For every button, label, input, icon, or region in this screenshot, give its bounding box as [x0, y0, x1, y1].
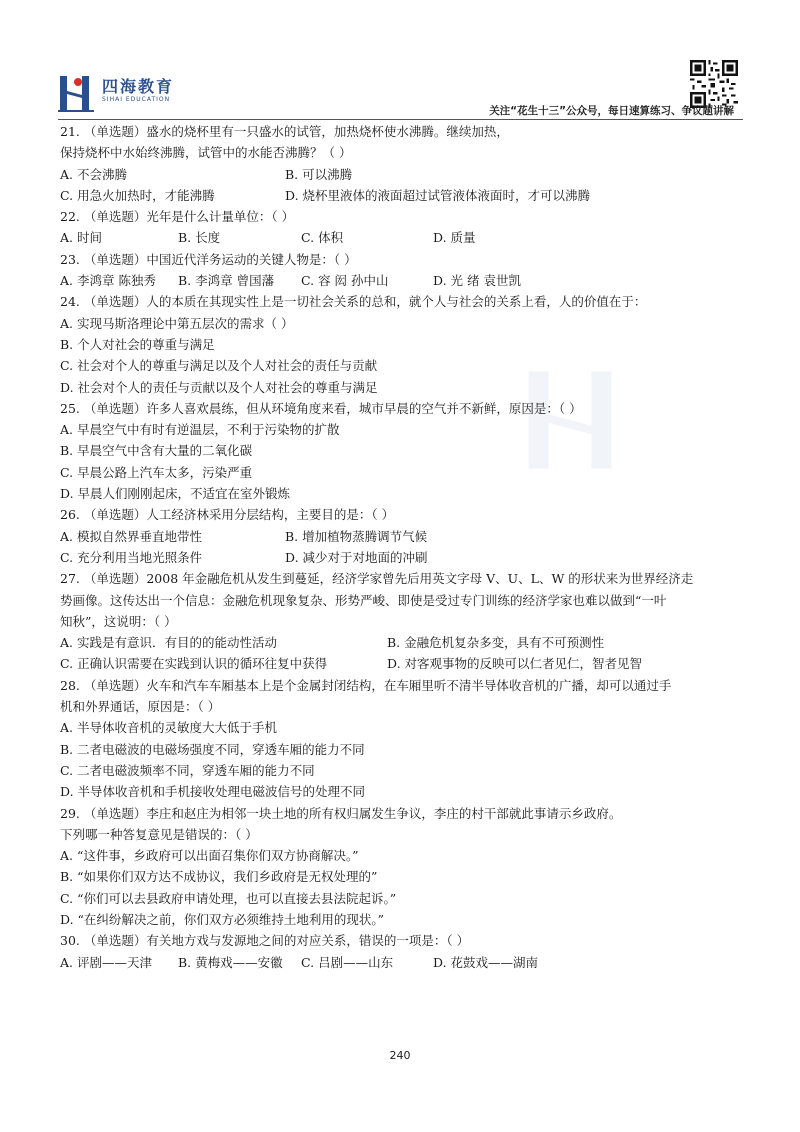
option-row — [60, 334, 750, 355]
option-row — [60, 440, 750, 461]
question-stem: 知秋”，这说明：（ ） — [60, 613, 177, 629]
logo-mark-icon — [58, 72, 98, 114]
option: D. 烧杯里液体的液面超过试管液体液面时，才可以沸腾 — [285, 187, 591, 203]
header-note: 关注“花生十三”公众号，每日速算练习、争议题讲解 — [489, 105, 734, 117]
option: A. 评剧——天津 — [60, 954, 152, 970]
option-row — [60, 866, 750, 887]
option-row — [60, 313, 750, 334]
option: B. 早晨空气中含有大量的二氧化碳 — [60, 443, 253, 459]
question — [60, 398, 750, 504]
option: D. 光 绪 袁世凯 — [433, 273, 521, 289]
question-stem: 下列哪一种答复意见是错误的：（ ） — [60, 826, 258, 842]
option-row — [60, 653, 750, 674]
option: C. 二者电磁波频率不同，穿透车厢的能力不同 — [60, 762, 315, 778]
question-stem: 机和外界通话，原因是：（ ） — [60, 699, 221, 715]
option: B. “如果你们双方达不成协议，我们乡政府是无权处理的” — [60, 869, 378, 885]
option: A. 半导体收音机的灵敏度大大低于手机 — [60, 720, 277, 736]
option: A. 模拟自然界垂直地带性 — [60, 528, 202, 544]
option-row — [60, 717, 750, 738]
option: A. 实践是有意识．有目的的能动性活动 — [60, 635, 277, 651]
option: B. 可以沸腾 — [285, 166, 353, 182]
logo-text: 四海教育 — [102, 77, 175, 96]
option: D. 对客观事物的反映可以仁者见仁，智者见智 — [387, 656, 643, 672]
question-stem: 势画像。这传达出一个信息：金融危机现象复杂、形势严峻、即使是受过专门训练的经济学家也难以做到“一叶 — [60, 592, 667, 608]
question — [60, 249, 750, 292]
option-row — [60, 462, 750, 483]
option-row — [60, 845, 750, 866]
option: C. 体积 — [301, 230, 344, 246]
option-row — [60, 227, 750, 248]
option-row — [60, 483, 750, 504]
qr-code-icon — [690, 60, 738, 108]
option-row — [60, 164, 750, 185]
option: A. 实现马斯洛理论中第五层次的需求（ ） — [60, 315, 294, 331]
question-stem: 25. （单选题）许多人喜欢晨练，但从环境角度来看，城市早晨的空气并不新鲜，原因是：（ ） — [60, 400, 582, 416]
option-row — [60, 888, 750, 909]
option: A. 不会沸腾 — [60, 166, 127, 182]
question — [60, 291, 750, 397]
question-stem: 24. （单选题）人的本质在其现实性上是一切社会关系的总和，就个人与社会的关系上看，人的价值在于： — [60, 294, 647, 310]
option-row — [60, 547, 750, 568]
option: A. 李鸿章 陈独秀 — [60, 273, 156, 289]
option: B. 黄梅戏——安徽 — [178, 954, 283, 970]
option: B. 李鸿章 曾国藩 — [178, 273, 275, 289]
question — [60, 568, 750, 674]
option-row — [60, 270, 750, 291]
option: C. 社会对个人的尊重与满足以及个人对社会的责任与贡献 — [60, 358, 378, 374]
question-stem: 23. （单选题）中国近代洋务运动的关键人物是：（ ） — [60, 251, 357, 267]
option: D. 早晨人们刚刚起床，不适宜在室外锻炼 — [60, 486, 291, 502]
option-row — [60, 355, 750, 376]
option: D. 质量 — [433, 230, 476, 246]
question-list — [60, 121, 750, 973]
option-row — [60, 781, 750, 802]
option: A. “这件事，乡政府可以出面召集你们双方协商解决。” — [60, 848, 359, 864]
page-number: 240 — [389, 1049, 411, 1062]
logo-subtitle: SIHAI EDUCATION — [102, 96, 171, 103]
option: C. 容 闳 孙中山 — [301, 273, 389, 289]
question — [60, 803, 750, 931]
option-row — [60, 739, 750, 760]
question-stem: 27. （单选题）2008 年金融危机从发生到蔓延，经济学家曾先后用英文字母 V、U、L、W 的形状来为世界经济走 — [60, 571, 694, 587]
logo — [58, 72, 176, 114]
question-stem: 29. （单选题）李庄和赵庄为相邻一块土地的所有权归属发生争议，李庄的村干部就此事请示乡政府。 — [60, 805, 622, 821]
option: D. 减少对于对地面的冲刷 — [285, 549, 428, 565]
question-stem: 21. （单选题）盛水的烧杯里有一只盛水的试管，加热烧杯使水沸腾。继续加热， — [60, 124, 509, 139]
option: B. 长度 — [178, 230, 221, 246]
option: B. 增加植物蒸腾调节气候 — [285, 528, 428, 544]
question — [60, 930, 750, 973]
question — [60, 504, 750, 568]
option: C. 吕剧——山东 — [301, 954, 394, 970]
option: A. 早晨空气中有时有逆温层，不利于污染物的扩散 — [60, 422, 340, 438]
option: C. 正确认识需要在实践到认识的循环往复中获得 — [60, 656, 328, 672]
question-stem: 30. （单选题）有关地方戏与发源地之间的对应关系，错误的一项是：（ ） — [60, 933, 470, 949]
question-stem: 26. （单选题）人工经济林采用分层结构，主要目的是：（ ） — [60, 507, 395, 523]
option-row — [60, 760, 750, 781]
option: D. 社会对个人的责任与贡献以及个人对社会的尊重与满足 — [60, 379, 378, 395]
option: C. “你们可以去县政府申请处理，也可以直接去县法院起诉。” — [60, 890, 397, 906]
option-row — [60, 419, 750, 440]
option-row — [60, 377, 750, 398]
option: B. 金融危机复杂多变，具有不可预测性 — [387, 635, 605, 651]
question — [60, 675, 750, 803]
question-stem: 28. （单选题）火车和汽车车厢基本上是个金属封闭结构，在车厢里听不清半导体收音机的广播，却可以通过手 — [60, 677, 672, 693]
page-header — [0, 0, 800, 120]
option: C. 充分利用当地光照条件 — [60, 549, 203, 565]
option-row — [60, 909, 750, 930]
option-row — [60, 526, 750, 547]
option: A. 时间 — [60, 230, 102, 246]
header-divider — [58, 119, 743, 120]
option: B. 个人对社会的尊重与满足 — [60, 336, 215, 352]
option-row — [60, 632, 750, 653]
option: B. 二者电磁波的电磁场强度不同，穿透车厢的能力不同 — [60, 741, 365, 757]
option-row — [60, 952, 750, 973]
question-stem: 22. （单选题）光年是什么计量单位：（ ） — [60, 209, 295, 225]
option-row — [60, 185, 750, 206]
question — [60, 121, 750, 206]
option: C. 早晨公路上汽车太多，污染严重 — [60, 464, 253, 480]
question-stem: 保持烧杯中水始终沸腾，试管中的水能否沸腾？（ ） — [60, 145, 352, 161]
option: C. 用急火加热时，才能沸腾 — [60, 187, 215, 203]
option: D. 半导体收音机和手机接收处理电磁波信号的处理不同 — [60, 784, 366, 800]
option: D. “在纠纷解决之前，你们双方必须维持土地利用的现状。” — [60, 911, 385, 927]
option: D. 花鼓戏——湖南 — [433, 954, 539, 970]
question — [60, 206, 750, 249]
